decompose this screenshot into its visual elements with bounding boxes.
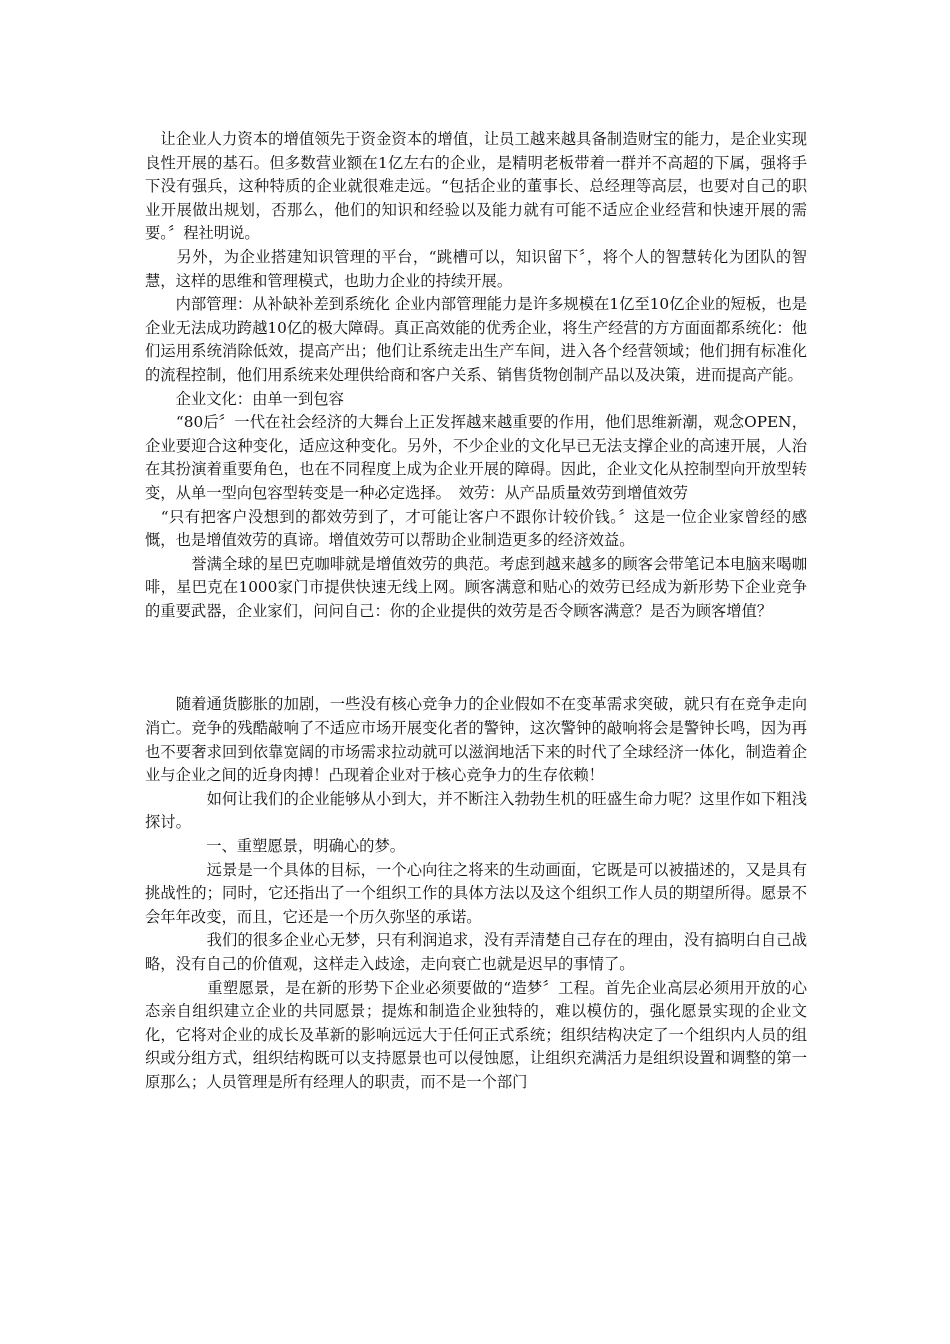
section-2 [145, 693, 807, 1094]
paragraph: “只有把客户没想到的都效劳到了，才可能让客户不跟你计较价钱。〞这是一位企业家曾经的感慨，也是增值效劳的真谛。增值效劳可以帮助企业制造更多的经济效益。 [145, 507, 807, 550]
section-gap [145, 623, 807, 693]
section-1 [145, 128, 807, 623]
document-page [145, 128, 807, 1095]
paragraph: 誉满全球的星巴克咖啡就是增值效劳的典范。考虑到越来越多的顾客会带笔记本电脑来喝咖啡，星巴克在1000家门市提供快速无线上网。顾客满意和贴心的效劳已经成为新形势下企业竞争的重要武器，企业家们，问问自己：你的企业提供的效劳是否令顾客满意？是否为顾客增值？ [145, 554, 807, 620]
section-heading: 一、重塑愿景，明确心的梦。 [145, 837, 406, 856]
paragraph: 另外，为企业搭建知识管理的平台，“跳槽可以，知识留下〞，将个人的智慧转化为团队的智慧，这样的思维和管理模式，也助力企业的持续开展。 [145, 247, 807, 290]
paragraph: 我们的很多企业心无梦，只有利润追求，没有弄清楚自己存在的理由，没有搞明白自己战略，没有自己的价值观，这样走入歧途，走向衰亡也就是迟早的事情了。 [145, 931, 807, 973]
section-heading: 企业文化：由单一到包容 [145, 389, 344, 408]
paragraph: “80后〞一代在社会经济的大舞台上正发挥越来越重要的作用，他们思维新潮，观念OPEN，企业要迎合这种变化，适应这种变化。另外，不少企业的文化早已无法支撑企业的高速开展，人治在其扮演着重要角色，也在不同程度上成为企业开展的障碍。因此，企业文化从控制型向开放型转变，从单一型向包容型转变是一种必定选择。 效劳：从产品质量效劳到增值效劳 [145, 413, 807, 502]
paragraph: 如何让我们的企业能够从小到大，并不断注入勃勃生机的旺盛生命力呢？这里作如下粗浅探讨。 [145, 789, 807, 832]
paragraph: 内部管理：从补缺补差到系统化 企业内部管理能力是许多规模在1亿至10亿企业的短板，也是企业无法成功跨越10亿的极大障碍。真正高效能的优秀企业，将生产经营的方方面面都系统化：他们运用系统消除低效，提高产出；他们让系统走出生产车间，进入各个经营领域；他们拥有标准化的流程控制，他们用系统来处理供给商和客户关系、销售货物创制产品以及决策，进而提高产能。 [145, 295, 807, 384]
paragraph: 随着通货膨胀的加剧，一些没有核心竞争力的企业假如不在变革需求突破，就只有在竞争走向消亡。竞争的残酷敲响了不适应市场开展变化者的警钟，这次警钟的敲响将会是警钟长鸣，因为再也不要奢求回到依靠宽阔的市场需求拉动就可以滋润地活下来的时代了全球经济一体化，制造着企业与企业之间的近身肉搏！凸现着企业对于核心竞争力的生存依赖！ [145, 695, 807, 785]
paragraph: 重塑愿景，是在新的形势下企业必须要做的“造梦〞工程。首先企业高层必须用开放的心态亲自组织建立企业的共同愿景；提炼和制造企业独特的，难以模仿的，强化愿景实现的企业文化，它将对企业的成长及革新的影响远远大于任何正式系统；组织结构决定了一个组织内人员的组织或分组方式，组织结构既可以支持愿景也可以侵蚀愿，让组织充满活力是组织设置和调整的第一原那么；人员管理是所有经理人的职责，而不是一个部门 [145, 978, 807, 1091]
paragraph: 让企业人力资本的增值领先于资金资本的增值，让员工越来越具备制造财宝的能力，是企业实现良性开展的基石。但多数营业额在1亿左右的企业，是精明老板带着一群并不高超的下属，强将手下没有强兵，这种特质的企业就很难走远。“包括企业的董事长、总经理等高层，也要对自己的职业开展做出规划，否那么，他们的知识和经验以及能力就有可能不适应企业经营和快速开展的需要。〞程社明说。 [145, 130, 807, 243]
paragraph: 远景是一个具体的目标，一个心向往之将来的生动画面，它既是可以被描述的，又是具有挑战性的；同时，它还指出了一个组织工作的具体方法以及这个组织工作人员的期望所得。愿景不会年年改变，而且，它还是一个历久弥坚的承诺。 [145, 860, 807, 926]
